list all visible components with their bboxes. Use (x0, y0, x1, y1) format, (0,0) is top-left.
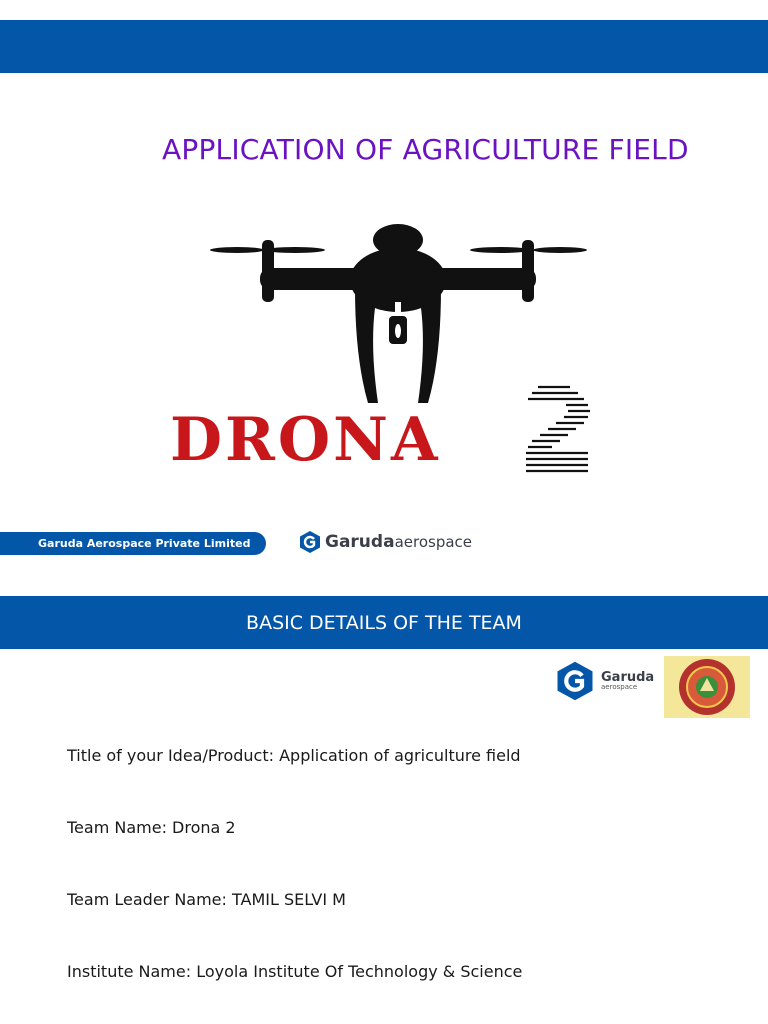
slide-title: APPLICATION OF AGRICULTURE FIELD (162, 133, 689, 166)
garuda-logo-small (553, 660, 654, 702)
section-header-band (0, 596, 768, 649)
garuda-emblem-icon (553, 660, 597, 702)
garuda-logo-name: Garuda (325, 532, 395, 552)
drona-logo-number (522, 383, 592, 478)
garuda-emblem-icon (298, 530, 322, 554)
college-seal-icon (664, 656, 750, 718)
drona-logo-word: DRONA (170, 405, 441, 475)
detail-idea-title: Title of your Idea/Product: Application of agriculture field (67, 746, 521, 765)
garuda-logo-suffix: aerospace (394, 533, 473, 551)
drone-icon (205, 218, 590, 408)
company-name-banner (0, 532, 266, 555)
top-header-band (0, 20, 768, 73)
detail-team-name: Team Name: Drona 2 (67, 818, 236, 837)
garuda-logo (298, 530, 472, 554)
garuda-logo-small-sub: aerospace (601, 683, 638, 691)
garuda-logo-small-name: Garuda (601, 670, 655, 685)
company-name-text: Garuda Aerospace Private Limited (38, 537, 251, 550)
detail-team-leader: Team Leader Name: TAMIL SELVI M (67, 890, 346, 909)
detail-institute-name: Institute Name: Loyola Institute Of Technology & Science (67, 962, 523, 981)
section-header-title: BASIC DETAILS OF THE TEAM (246, 611, 522, 634)
